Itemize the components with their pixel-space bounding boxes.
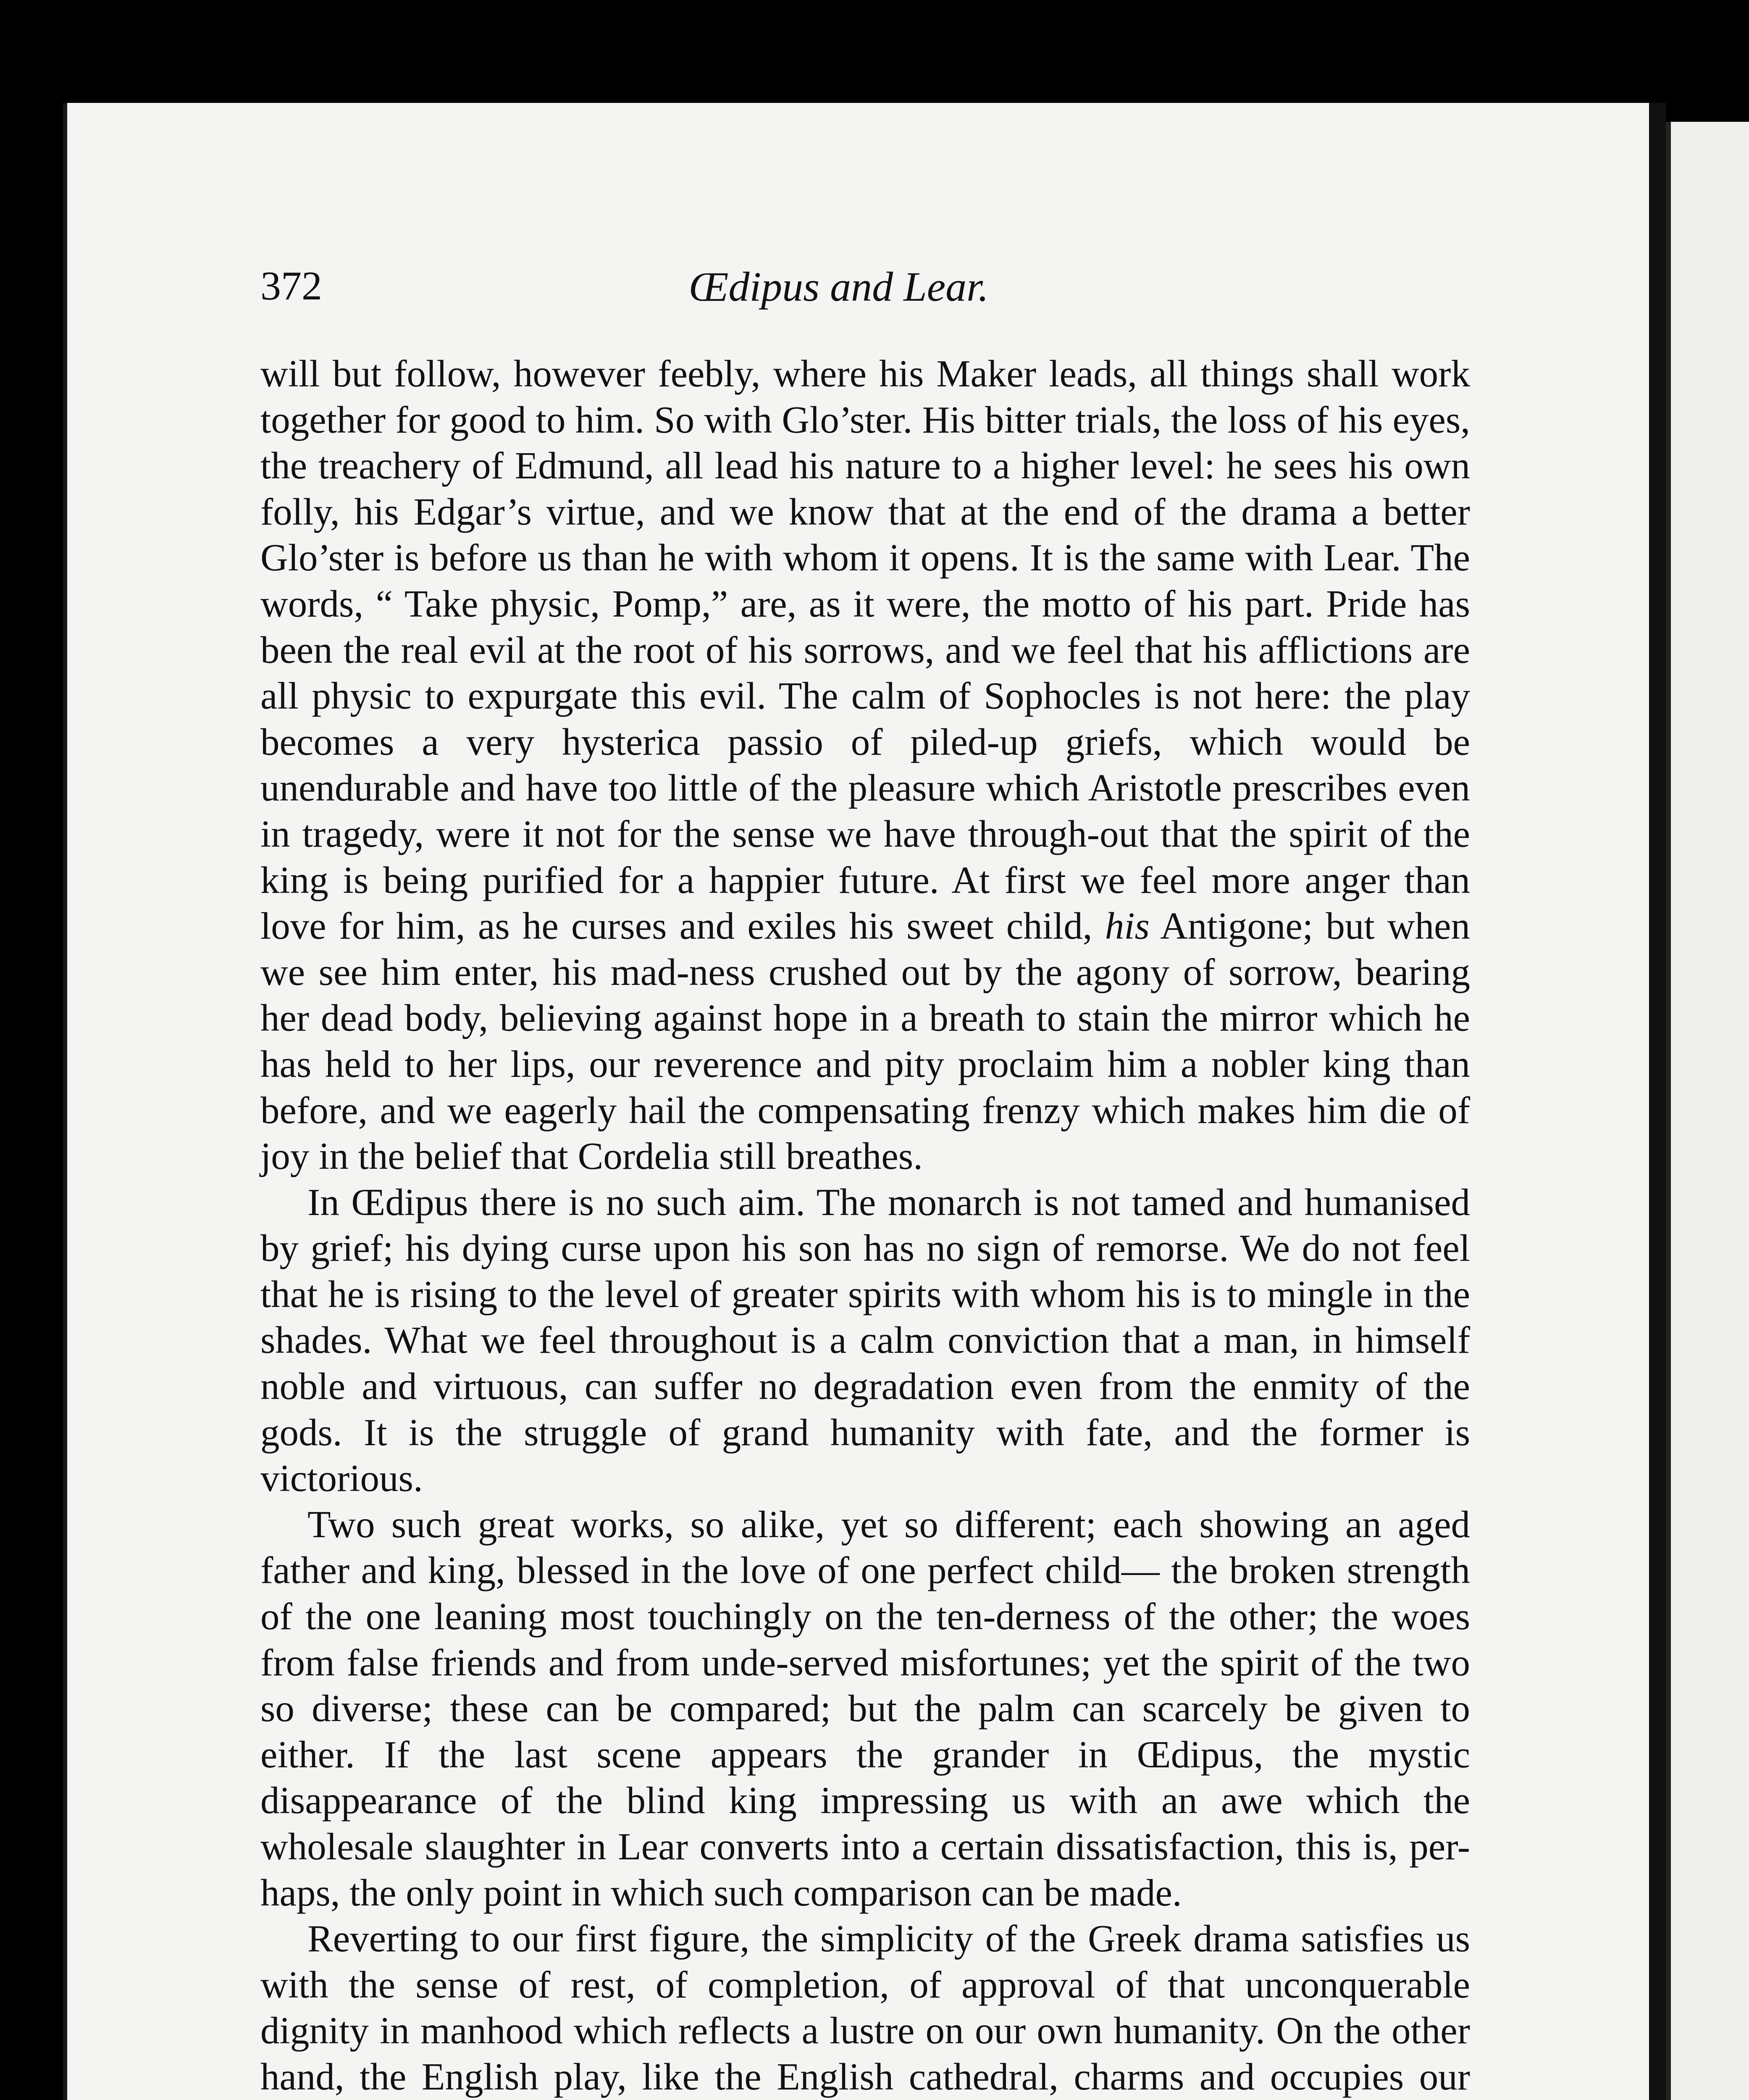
paragraph-1-text-after: Antigone; but when we see him enter, his mad-ness crushed out by the agony of sorrow, bearing her dead body, believing against hope in a breath to stain the mirror which he has held to her lips, our reverence and pity proclaim him a nobler king than before, and we eagerly hail the compensating frenzy which makes him die of joy in the belief that Cordelia still breathes. (260, 905, 1470, 1178)
paragraph-4: Reverting to our first figure, the simplicity of the Greek drama satisfies us with the sense of rest, of completion, of approval of that unconquerable dignity in manhood which reflects a lustre on our own humanity. On the other hand, the English play, like the English cathedral, charms and occupies our (260, 1917, 1470, 2098)
running-head (260, 254, 1479, 313)
body-text (260, 351, 1470, 2100)
page-gutter-shadow (1649, 103, 1666, 2100)
paragraph-1 (260, 351, 1470, 1179)
running-title: Œdipus and Lear. (689, 263, 989, 310)
page-number: 372 (260, 263, 322, 309)
paragraph-1-text: will but follow, however feebly, where his Maker leads, all things shall work together for good to him. So with Glo’ster. His bitter trials, the loss of his eyes, the treachery of Edmund, all lead his nature to a higher level: he sees his own folly, his Edgar’s virtue, and we know that at the end of the drama a better Glo’ster is before us than he with whom it opens. It is the same with Lear. The words, “ Take physic, Pomp,” are, as it were, the motto of his part. Pride has been the real evil at the root of his sorrows, and we feel that his afflictions are all physic to expurgate this evil. The calm of Sophocles is not here: the play becomes a very hysterica passio of piled-up griefs, which would be unendurable and have too little of the pleasure which Aristotle prescribes even in tragedy, were it not for the sense we have through-out that the spirit of the king is being purified for a happier future. At first we feel more anger than love for him, as he curses and exiles his sweet child, (260, 352, 1470, 948)
paragraph-2: In Œdipus there is no such aim. The monarch is not tamed and humanised by grief; his dying curse upon his son has no sign of remorse. We do not feel that he is rising to the level of greater spirits with whom his is to mingle in the shades. What we feel throughout is a calm conviction that a man, in himself noble and virtuous, can suffer no degradation even from the enmity of the gods. It is the struggle of grand humanity with fate, and the former is victorious. (260, 1181, 1470, 1500)
paragraph-1-italic: his (1105, 905, 1150, 948)
adjacent-page-edge (1666, 122, 1749, 2100)
paragraph-3: Two such great works, so alike, yet so different; each showing an aged father and king, blessed in the love of one perfect child— the broken strength of the one leaning most touchingly on the ten-derness of the other; the woes from false friends and from unde-served misfortunes; yet the spirit of the two so diverse; these can be compared; but the palm can scarcely be given to either. If the last scene appears the grander in Œdipus, the mystic disappearance of the blind king impressing us with an awe which the wholesale slaughter in Lear converts into a certain dissatisfaction, this is, per-haps, the only point in which such comparison can be made. (260, 1503, 1470, 1914)
